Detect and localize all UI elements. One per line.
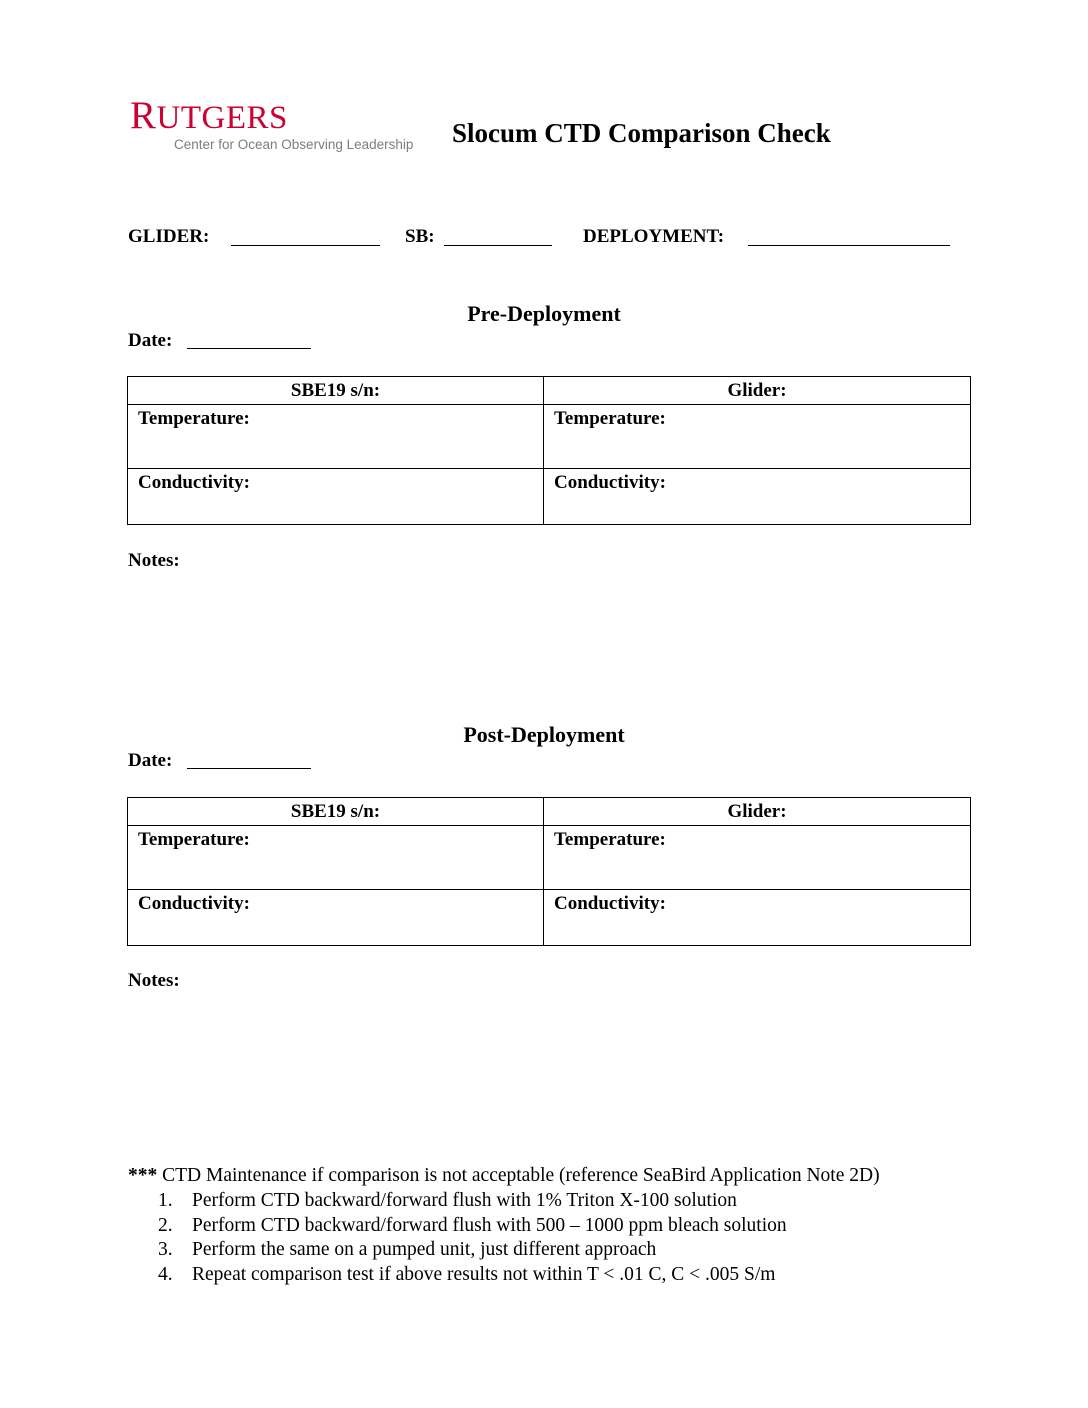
post-sbe19-temperature-cell[interactable]: Temperature: [128, 826, 544, 890]
logo-wordmark: RUTGERS [130, 94, 288, 137]
pre-date-label: Date: [128, 330, 173, 351]
pre-notes-label: Notes: [128, 550, 180, 571]
pre-date-blank[interactable] [187, 348, 311, 349]
deployment-label: DEPLOYMENT: [583, 226, 725, 247]
pre-glider-conductivity-cell[interactable]: Conductivity: [544, 469, 971, 525]
post-sbe19-conductivity-cell[interactable]: Conductivity: [128, 890, 544, 946]
glider-blank[interactable] [231, 245, 380, 246]
post-notes-label: Notes: [128, 970, 180, 991]
pre-sbe19-header: SBE19 s/n: [128, 377, 544, 405]
maintenance-stars: *** [128, 1165, 158, 1186]
sb-blank[interactable] [444, 245, 552, 246]
post-date-label: Date: [128, 750, 173, 771]
rutgers-logo [130, 94, 414, 152]
post-glider-header: Glider: [544, 798, 971, 826]
post-date-blank[interactable] [187, 768, 311, 769]
pre-comparison-table [127, 376, 971, 525]
glider-label: GLIDER: [128, 226, 210, 247]
pre-sbe19-conductivity-cell[interactable]: Conductivity: [128, 469, 544, 525]
post-deployment-title: Post-Deployment [463, 722, 625, 747]
pre-glider-header: Glider: [544, 377, 971, 405]
maintenance-intro-text: CTD Maintenance if comparison is not acceptable (reference SeaBird Application Note 2D) [162, 1165, 880, 1186]
post-glider-temperature-cell[interactable]: Temperature: [544, 826, 971, 890]
pre-glider-temperature-cell[interactable]: Temperature: [544, 405, 971, 469]
page-title: Slocum CTD Comparison Check [452, 118, 831, 148]
post-glider-conductivity-cell[interactable]: Conductivity: [544, 890, 971, 946]
post-comparison-table [127, 797, 971, 946]
pre-deployment-title: Pre-Deployment [467, 301, 621, 326]
maintenance-intro [128, 1165, 880, 1187]
logo-subtitle: Center for Ocean Observing Leadership [174, 137, 414, 152]
pre-sbe19-temperature-cell[interactable]: Temperature: [128, 405, 544, 469]
sb-label: SB: [405, 226, 435, 247]
post-sbe19-header: SBE19 s/n: [128, 798, 544, 826]
deployment-blank[interactable] [748, 245, 950, 246]
